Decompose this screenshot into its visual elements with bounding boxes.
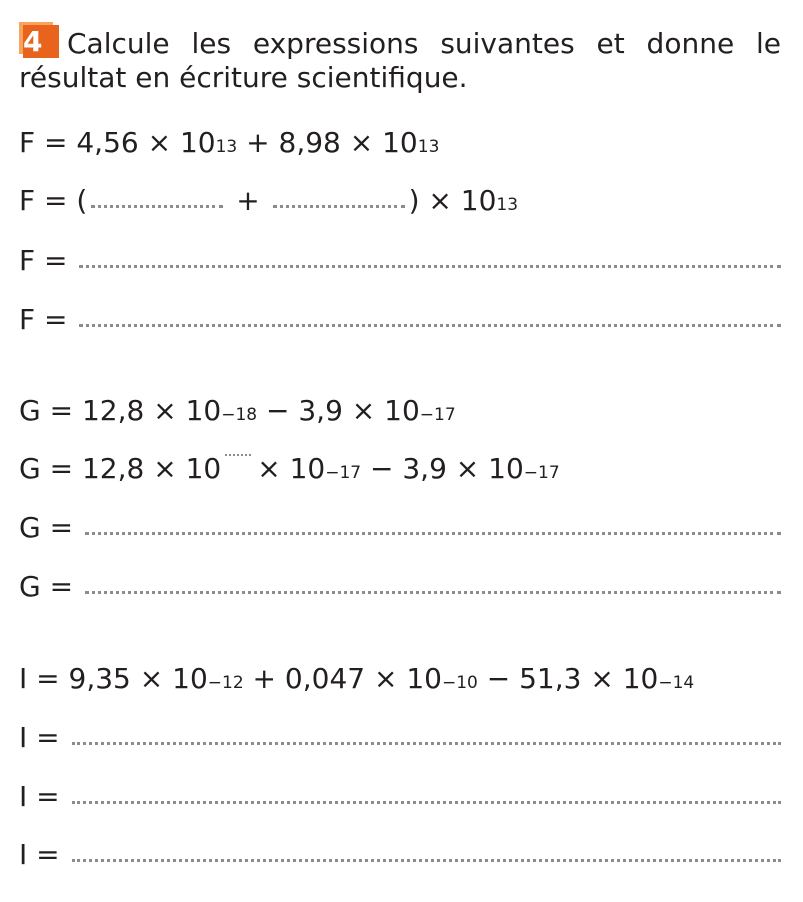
- exercise-number: 4: [23, 25, 59, 58]
- step-g-3: [19, 570, 781, 604]
- step-g-1-term2: − 3,9 × 10: [361, 452, 524, 485]
- expression-i-term2: + 0,047 × 10: [243, 662, 442, 695]
- step-f-1: F = ( + ) × 10 13: [19, 184, 519, 217]
- step-g-1-mid: × 10: [257, 452, 326, 485]
- step-i-2-label: I =: [19, 780, 60, 813]
- expression-g-term2: − 3,9 × 10: [257, 394, 420, 427]
- exercise-number-badge: [19, 22, 59, 58]
- step-g-1: G = 12,8 × 10 × 10 −17 − 3,9 × 10 −17: [19, 452, 560, 485]
- step-g-1-start: G = 12,8 × 10: [19, 452, 222, 485]
- step-g-2: [19, 511, 781, 545]
- step-f-2-label: F =: [19, 244, 68, 277]
- answer-line-f-2[interactable]: [79, 265, 781, 268]
- step-f-1-start: F = (: [19, 184, 88, 217]
- blank-f-1[interactable]: [91, 205, 223, 208]
- step-i-1-label: I =: [19, 721, 60, 754]
- expression-g: G = 12,8 × 10 −18 − 3,9 × 10 −17: [19, 394, 456, 427]
- step-i-3: [19, 838, 781, 872]
- answer-line-i-3[interactable]: [72, 859, 781, 862]
- blank-f-2[interactable]: [273, 205, 405, 208]
- expression-i-term3: − 51,3 × 10: [477, 662, 659, 695]
- answer-line-i-2[interactable]: [72, 801, 781, 804]
- expression-f-term1: F = 4,56 × 10: [19, 126, 216, 159]
- answer-line-f-3[interactable]: [79, 324, 781, 327]
- step-f-2: [19, 244, 781, 278]
- expression-f: F = 4,56 × 10 13 + 8,98 × 10 13: [19, 126, 440, 159]
- exercise-header: [19, 22, 781, 95]
- expression-i: I = 9,35 × 10 −12 + 0,047 × 10 −10 − 51,3 × 10 −14: [19, 662, 695, 695]
- answer-line-g-2[interactable]: [85, 532, 781, 535]
- expression-i-term1: I = 9,35 × 10: [19, 662, 208, 695]
- step-g-2-label: G =: [19, 511, 74, 544]
- step-f-1-plus: +: [227, 184, 269, 217]
- expression-g-term1: G = 12,8 × 10: [19, 394, 222, 427]
- step-f-3-label: F =: [19, 303, 68, 336]
- blank-g-exponent[interactable]: [225, 454, 251, 456]
- expression-f-term2: + 8,98 × 10: [237, 126, 418, 159]
- answer-line-i-1[interactable]: [72, 742, 781, 745]
- step-i-2: [19, 780, 781, 814]
- answer-line-g-3[interactable]: [85, 591, 781, 594]
- step-g-3-label: G =: [19, 570, 74, 603]
- step-f-3: [19, 303, 781, 337]
- step-f-1-end: ) × 10: [408, 184, 497, 217]
- exercise-instruction: Calcule les expressions suivantes et donne le résultat en écriture scientifique.: [19, 27, 781, 94]
- step-i-1: [19, 721, 781, 755]
- step-i-3-label: I =: [19, 838, 60, 871]
